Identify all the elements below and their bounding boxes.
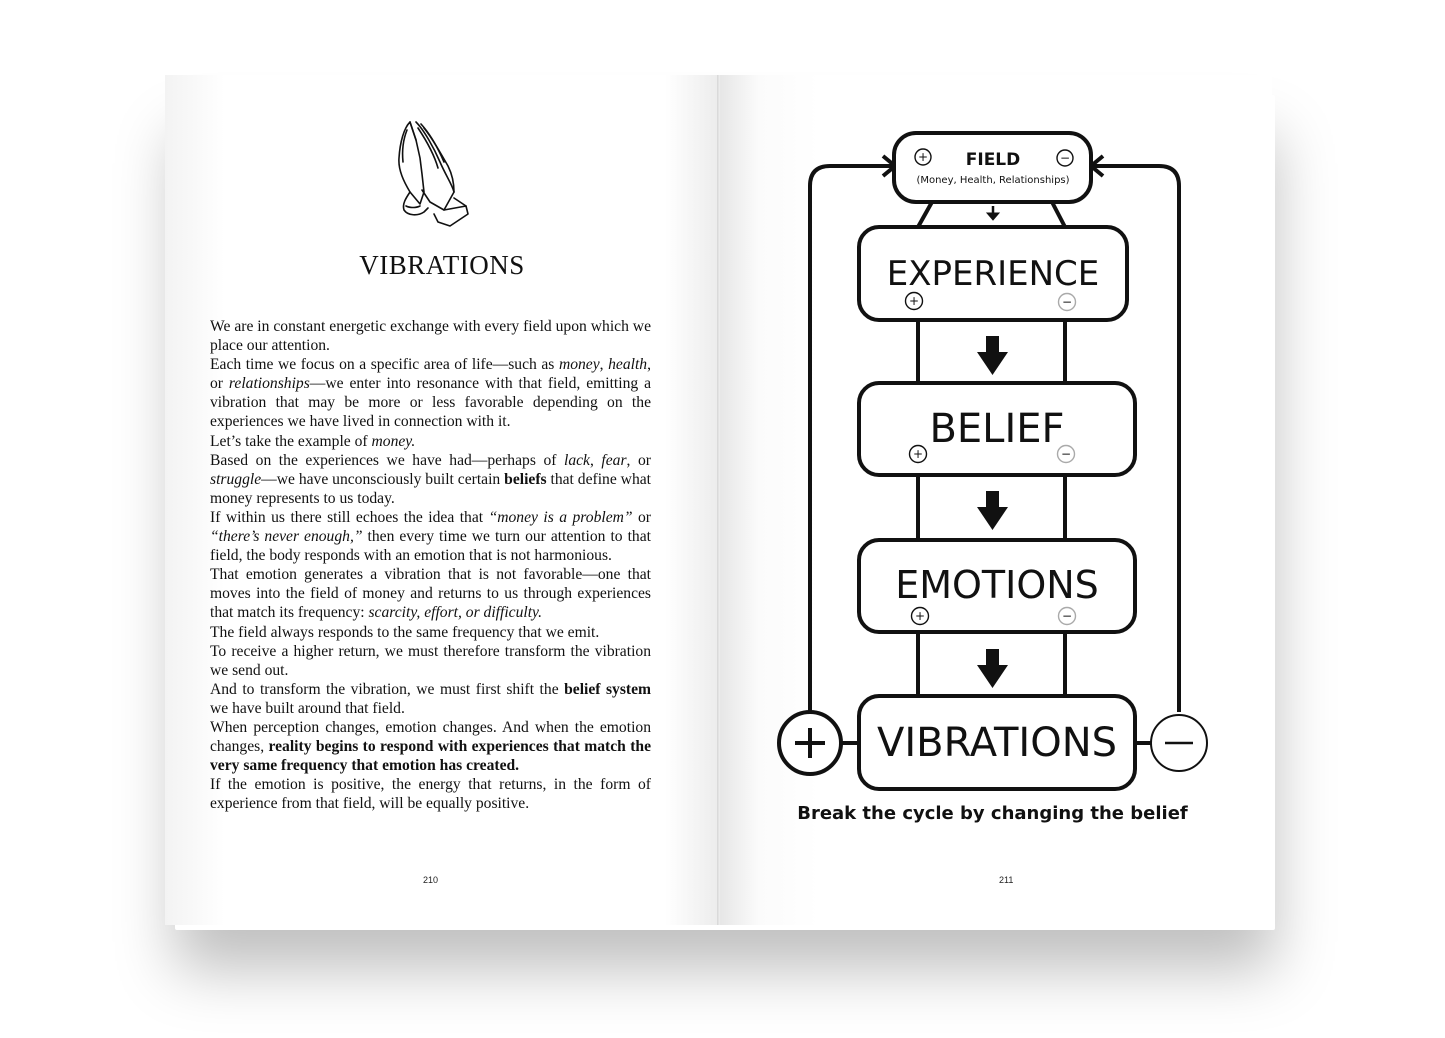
field-subtitle: (Money, Health, Relationships) <box>916 175 1070 186</box>
belief-minus-label: − <box>1060 447 1072 461</box>
italic-run: health <box>608 356 648 374</box>
italic-run: money <box>558 356 600 374</box>
diagram-caption: Break the cycle by changing the belief <box>797 803 1188 824</box>
body-paragraph <box>210 355 651 431</box>
belief-plus-label: + <box>912 447 924 461</box>
italic-run: relationships <box>228 375 310 393</box>
experience-plus-label: + <box>908 294 920 308</box>
italic-run: “there’s never enough,” <box>210 528 363 546</box>
praying-hands-icon <box>394 118 470 230</box>
down-arrow-icon <box>977 336 1008 375</box>
emotions-minus-label: − <box>1061 609 1073 623</box>
text-run: Each time we focus on a specific area of life—such as <box>210 356 559 374</box>
text-run: we have built around that field. <box>210 699 405 717</box>
italic-run: scarcity, effort, or difficulty. <box>368 604 543 622</box>
body-paragraph <box>210 565 651 622</box>
stage-label-experience: EXPERIENCE <box>886 254 1100 294</box>
stage-label-emotions: EMOTIONS <box>895 563 1099 607</box>
italic-run: “money is a problem” <box>488 508 633 526</box>
bold-run: belief system <box>564 680 652 698</box>
text-run: , or <box>210 356 651 393</box>
body-paragraph <box>210 451 651 508</box>
text-run: then every time we turn our attention to that field, the body responds with an emotion that is not harmonious. <box>210 528 651 565</box>
field-plus-label: + <box>917 150 929 164</box>
page-number-right: 211 <box>999 875 1014 885</box>
stage-label-vibrations: VIBRATIONS <box>876 720 1118 766</box>
text-run: If the emotion is positive, the energy that returns, in the form of experience from that field, will be equally positive. <box>210 776 651 813</box>
page-number-left: 210 <box>423 875 439 885</box>
bold-run: beliefs <box>504 470 547 488</box>
body-paragraph <box>210 642 651 680</box>
body-paragraph <box>210 432 651 451</box>
field-title: FIELD <box>965 150 1021 170</box>
emotions-plus-label: + <box>914 609 926 623</box>
text-run: —we have unconsciously built certain <box>261 470 505 488</box>
experience-minus-label: − <box>1061 295 1073 309</box>
body-text <box>210 317 651 813</box>
body-paragraph <box>210 508 651 565</box>
body-paragraph <box>210 680 651 718</box>
body-paragraph <box>210 718 651 775</box>
down-arrow-icon <box>977 491 1008 530</box>
italic-run: lack <box>563 451 590 469</box>
text-run: or <box>632 508 652 526</box>
italic-run: fear <box>601 451 627 469</box>
field-minus-label: − <box>1059 151 1071 165</box>
body-paragraph <box>210 623 651 642</box>
body-paragraph <box>210 775 651 813</box>
chapter-title: VIBRATIONS <box>359 250 525 280</box>
text-run: Let’s take the example of <box>210 432 372 450</box>
body-paragraph <box>210 317 651 355</box>
text-run: —we enter into resonance with that field, emitting a vibration that may be more or less favorable depending on the experiences we have lived in connection with it. <box>210 375 652 431</box>
text-run: When perception changes, emotion changes. And when the emotion changes, <box>210 718 651 756</box>
text-run: , or <box>626 451 651 469</box>
italic-run: struggle <box>210 470 262 488</box>
book-gutter <box>717 75 720 925</box>
field-down-arrow-icon <box>987 206 999 220</box>
text-run: We are in constant energetic exchange with every field upon which we place our attention. <box>210 318 651 355</box>
text-run: To receive a higher return, we must therefore transform the vibration we send out. <box>210 642 651 679</box>
text-run: The field always responds to the same frequency that we emit. <box>210 623 600 641</box>
text-run: And to transform the vibration, we must first shift the <box>210 680 565 698</box>
italic-run: money. <box>371 432 416 450</box>
text-run: , <box>589 451 602 469</box>
text-run: , <box>599 356 609 374</box>
bold-run: reality begins to respond with experiences that match the very same frequency that emotion has created. <box>210 738 651 775</box>
text-run: That emotion generates a vibration that is not favorable—one that moves into the field of money and returns to us through experiences that match its frequency: <box>210 566 651 622</box>
text-run: Based on the experiences we have had—perhaps of <box>210 451 564 469</box>
stage-label-belief: BELIEF <box>929 406 1065 452</box>
down-arrow-icon <box>977 649 1008 688</box>
text-run: If within us there still echoes the idea that <box>210 508 489 526</box>
text-run: that define what money represents to us today. <box>210 470 651 507</box>
belief-cycle-diagram <box>770 120 1220 800</box>
